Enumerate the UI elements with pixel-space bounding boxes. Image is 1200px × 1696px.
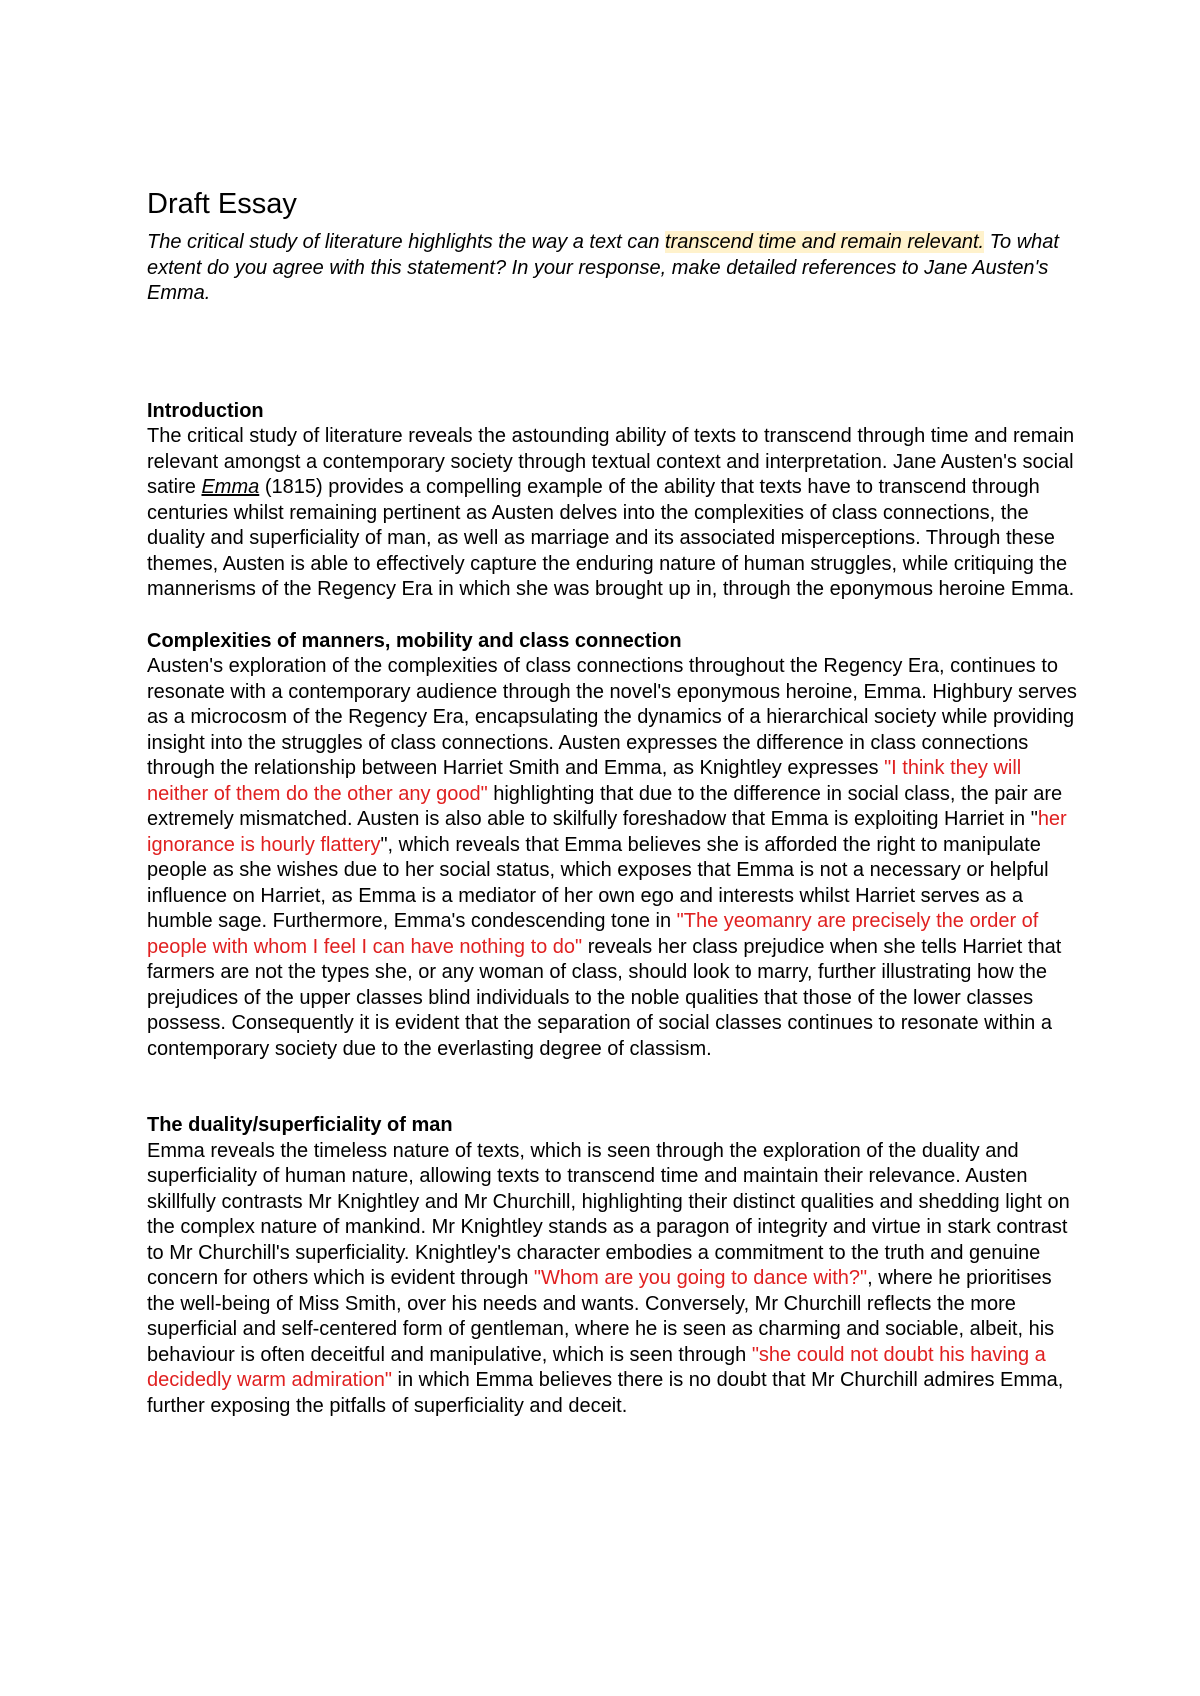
- prompt-text-end: To what extent do you agree with this statement? In your response, make detailed references to Jane Austen's Emma.: [147, 231, 1059, 304]
- complexities-text-2: highlighting that due to the difference in social class, the pair are extremely mismatched. Austen is also able to skilfully foreshadow that Emma is exploiting Harriet in ": [147, 782, 1063, 830]
- complexities-section: [147, 629, 1077, 1063]
- intro-text-2: (1815) provides a compelling example of the ability that texts have to transcend through centuries whilst remaining pertinent as Austen delves into the complexities of class connections, the duality and superficiality of man, as well as marriage and its associated misperceptions. Through these themes, Austen is able to effectively capture the enduring nature of human struggles, while critiquing the mannerisms of the Regency Era in which she was brought up in, through the eponymous heroine Emma.: [147, 476, 1075, 600]
- complexities-paragraph: [147, 654, 1077, 1062]
- complexities-quote-2: her ignorance is hourly flattery: [147, 808, 1067, 856]
- document-page: [147, 184, 1077, 1419]
- duality-text-1: Emma reveals the timeless nature of texts, which is seen through the exploration of the duality and superficiality of human nature, allowing texts to transcend time and maintain their relevance. Austen skillfully contrasts Mr Knightley and Mr Churchill, highlighting their distinct qualities and shedding light on the complex nature of mankind. Mr Knightley stands as a paragon of integrity and virtue in stark contrast to Mr Churchill's superficiality. Knightley's character embodies a commitment to the truth and genuine concern for others which is evident through: [147, 1139, 1070, 1289]
- complexities-quote-3: "The yeomanry are precisely the order of people with whom I feel I can have nothing to do": [147, 910, 1039, 958]
- duality-text-3: in which Emma believes there is no doubt that Mr Churchill admires Emma, further exposing the pitfalls of superficiality and deceit.: [147, 1369, 1064, 1417]
- duality-paragraph: [147, 1139, 1077, 1420]
- essay-prompt: [147, 230, 1077, 307]
- complexities-heading: Complexities of manners, mobility and class connection: [147, 629, 682, 652]
- complexities-text-4: reveals her class prejudice when she tells Harriet that farmers are not the types she, or any woman of class, should look to marry, further illustrating how the prejudices of the upper classes blind individuals to the noble qualities that those of the lower classes possess. Consequently it is evident that the separation of social classes continues to resonate within a contemporary society due to the everlasting degree of classism.: [147, 935, 1062, 1060]
- introduction-section: [147, 399, 1077, 603]
- prompt-text-start: The critical study of literature highlights the way a text can: [147, 231, 666, 253]
- duality-text-2: , where he prioritises the well-being of Miss Smith, over his needs and wants. Conversely, Mr Churchill reflects the more superficial and self-centered form of gentleman, where he is seen as charming and sociable, albeit, his behaviour is often deceitful and manipulative, which is seen through: [147, 1267, 1055, 1366]
- introduction-heading: Introduction: [147, 399, 264, 422]
- intro-work-title: Emma: [201, 476, 260, 498]
- intro-text-1: The critical study of literature reveals the astounding ability of texts to transcend through time and remain relevant amongst a contemporary society through textual context and interpretation. Jane Austen's social satire: [147, 425, 1075, 498]
- duality-heading: The duality/superficiality of man: [147, 1114, 453, 1136]
- prompt-highlight: transcend time and remain relevant.: [665, 231, 985, 253]
- duality-quote-2: "she could not doubt his having a decidedly warm admiration": [147, 1343, 1046, 1391]
- introduction-paragraph: [147, 424, 1077, 603]
- complexities-text-3: ", which reveals that Emma believes she is afforded the right to manipulate people as she wishes due to her social status, which exposes that Emma is not a necessary or helpful influence on Harriet, as Emma is a mediator of her own ego and interests whilst Harriet serves as a humble sage. Furthermore, Emma's condescending tone in: [147, 833, 1049, 932]
- complexities-text-1: Austen's exploration of the complexities of class connections throughout the Regency Era, continues to resonate with a contemporary audience through the novel's eponymous heroine, Emma. Highbury serves as a microcosm of the Regency Era, encapsulating the dynamics of a hierarchical society while providing insight into the struggles of class connections. Austen expresses the difference in class connections through the relationship between Harriet Smith and Emma, as Knightley expresses: [147, 655, 1077, 779]
- duality-quote-1: "Whom are you going to dance with?": [533, 1267, 868, 1289]
- document-title: Draft Essay: [147, 188, 297, 220]
- complexities-quote-1: "I think they will neither of them do the other any good": [147, 757, 1022, 805]
- duality-section: [147, 1113, 1077, 1419]
